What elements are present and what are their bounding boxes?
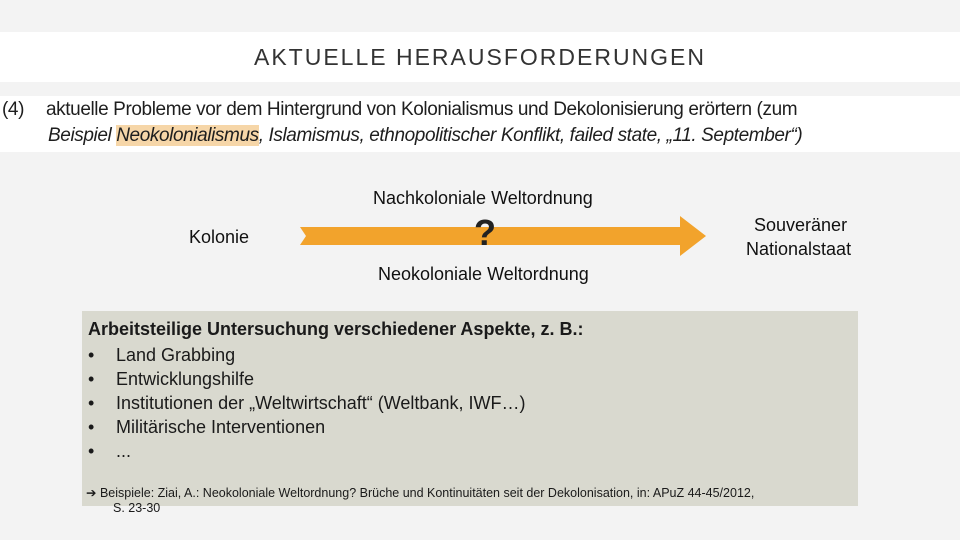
list-item [88, 415, 525, 439]
task-heading: Arbeitsteilige Untersuchung verschiedener Aspekte, z. B.: [88, 319, 584, 339]
reference-note [86, 486, 866, 516]
list-item [88, 343, 525, 367]
bullet-icon: • [88, 393, 95, 413]
bottom-label: Neokoloniale Weltordnung [378, 264, 589, 284]
reference-line-1: Beispiele: Ziai, A.: Neokoloniale Weltordnung? Brüche und Kontinuitäten seit der Dekolonisation, in: APuZ 44-45/2012, [99, 486, 755, 500]
title-band [0, 32, 960, 82]
list-item-label: Entwicklungshilfe [116, 369, 255, 389]
list-item-label: ... [116, 441, 132, 461]
task-box [82, 311, 858, 506]
arrow-right-icon: ➔ [86, 486, 97, 500]
quote-line-2-prefix: Beispiel [48, 125, 117, 146]
slide-title: AKTUELLE HERAUSFORDERUNGEN [253, 43, 707, 70]
list-item-label: Institutionen der „Weltwirtschaft“ (Weltbank, IWF…) [116, 393, 526, 413]
reference-line-2: S. 23-30 [113, 501, 161, 515]
bullet-icon: • [88, 417, 95, 437]
quote-line-1 [2, 99, 797, 121]
quote-line-2 [48, 125, 802, 147]
bullet-icon: • [88, 441, 95, 461]
right-label-line-2: Nationalstaat [746, 239, 852, 259]
left-label: Kolonie [189, 227, 250, 247]
quote-number: (4) [2, 99, 25, 120]
arrow-shape [300, 210, 710, 262]
list-item [88, 391, 525, 415]
aspect-list [88, 343, 525, 463]
top-label: Nachkoloniale Weltordnung [373, 188, 593, 208]
bullet-icon: • [88, 345, 95, 365]
right-label [754, 213, 848, 237]
list-item [88, 439, 525, 463]
list-item-label: Land Grabbing [116, 345, 236, 365]
quote-line-1-text: aktuelle Probleme vor dem Hintergrund von Kolonialismus und Dekolonisierung erörtern (zum [46, 99, 798, 120]
right-label-line-1: Souveräner [754, 215, 848, 235]
quote-line-2-suffix: , Islamismus, ethnopolitischer Konflikt, failed state, „11. September“) [258, 125, 803, 146]
list-item-label: Militärische Interventionen [116, 417, 326, 437]
question-mark: ? [474, 212, 496, 253]
curriculum-quote [0, 96, 960, 152]
bullet-icon: • [88, 369, 95, 389]
arrow-icon [300, 216, 706, 256]
list-item [88, 367, 525, 391]
quote-highlight: Neokolonialismus [116, 125, 259, 146]
